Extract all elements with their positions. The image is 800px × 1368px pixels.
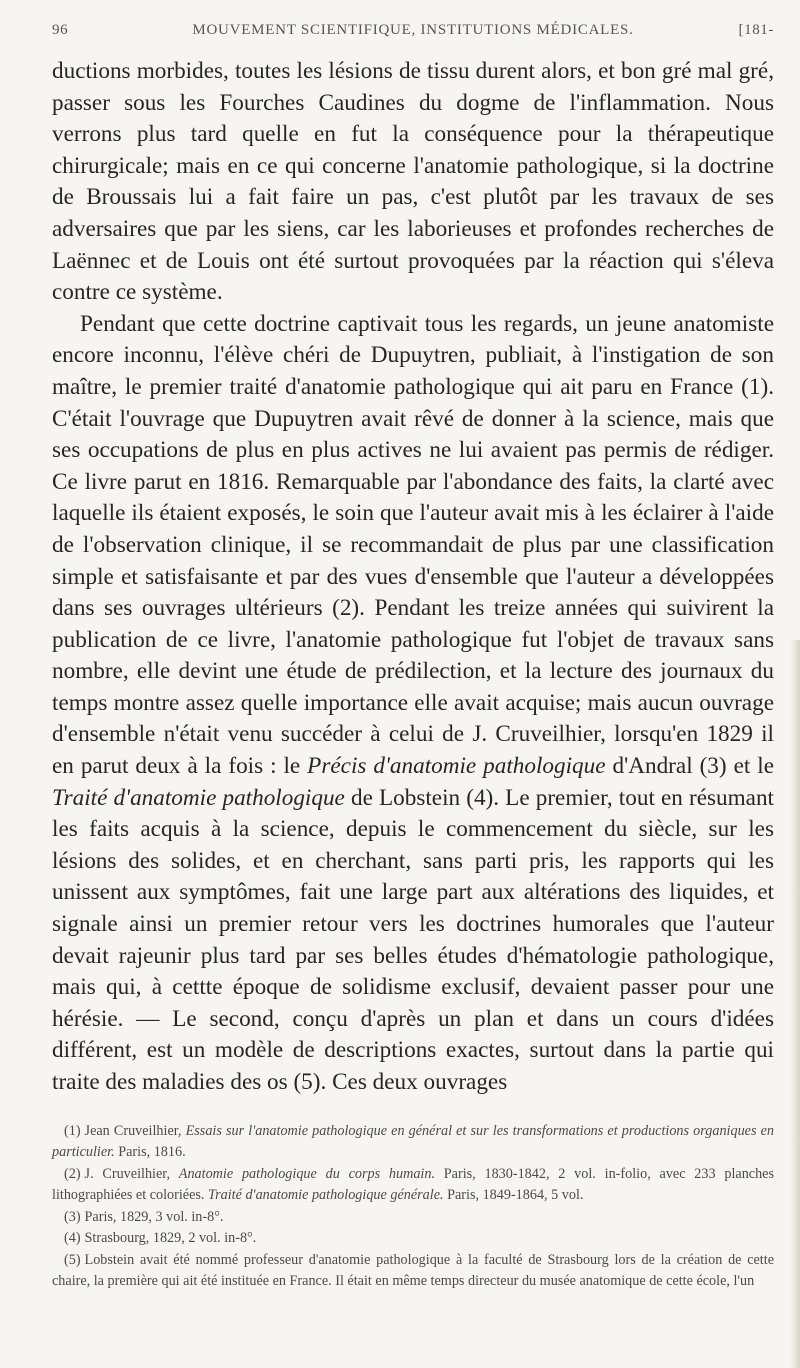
footnote xyxy=(52,1121,774,1164)
page-edge-shadow xyxy=(790,640,800,1368)
italic-title: Traité d'anatomie pathologique xyxy=(52,784,345,811)
text-run: Paris, 1816. xyxy=(114,1144,186,1161)
running-title: MOUVEMENT SCIENTIFIQUE, INSTITUTIONS MÉDICALES. xyxy=(192,22,634,38)
italic-title: Essais sur l'anatomie pathologique en général et sur les transformations et productions organiques en particulier. xyxy=(52,1122,775,1161)
text-run: Paris, 1830-1842, 2 vol. in-folio, avec 233 planches lithographiées et coloriées. xyxy=(52,1165,774,1204)
running-year: [181- xyxy=(738,22,774,38)
footnote xyxy=(52,1228,774,1250)
italic-title: Traité d'anatomie pathologique générale. xyxy=(208,1187,444,1204)
text-run: Lobstein avait été nommé professeur d'anatomie pathologique à la faculté de Strasbourg lors de la création de cette chaire, la première qui ait été instituée en France. Il était en même temps directeur du musée anatomique de cette école, l'un xyxy=(52,1251,774,1290)
text-run: Pendant que cette doctrine captivait tous les regards, un jeune anatomiste encore inconnu, l'élève chéri de Dupuytren, publiait, à l'instigation de son maître, le premier traité d'anatomie pathologique qui ait paru en France (1). C'était l'ouvrage que Dupuytren avait rêvé de donner à la science, mais que ses occupations de plus en plus actives ne lui avaient pas permis de rédiger. Ce livre parut en 1816. Remarquable par l'abondance des faits, la clarté avec laquelle ils étaient exposés, le soin que l'auteur avait mis à les éclairer à l'aide de l'observation clinique, il se recommandait de plus par une classification simple et satisfaisante et par des vues d'ensemble que l'auteur a développées dans ses ouvrages ultérieurs (2). Pendant les treize années qui suivirent la publication de ce livre, l'anatomie pathologique fut l'objet de travaux sans nombre, elle devint une étude de prédilection, et la lecture des journaux du temps montre assez quelle importance elle avait acquise; mais aucun ouvrage d'ensemble n'était venu succéder à celui de J. Cruveilhier, lorsqu'en 1829 il en parut deux à la fois : le xyxy=(52,310,774,780)
footnote-number: (2) xyxy=(64,1165,81,1182)
text-run: Jean Cruveilhier, xyxy=(84,1122,186,1139)
text-run: Strasbourg, 1829, 2 vol. in-8°. xyxy=(84,1230,257,1247)
text-run: J. Cruveilhier, xyxy=(84,1165,179,1182)
running-head xyxy=(52,22,774,56)
footnote xyxy=(52,1164,774,1207)
italic-title: Anatomie pathologique du corps humain. xyxy=(178,1165,435,1182)
footnote-number: (5) xyxy=(64,1251,81,1268)
page-number: 96 xyxy=(52,22,69,38)
footnotes xyxy=(52,1121,774,1293)
paragraph xyxy=(52,309,774,1099)
footnote-number: (4) xyxy=(64,1230,81,1247)
footnote-number: (3) xyxy=(64,1208,81,1225)
text-run: Paris, 1829, 3 vol. in-8°. xyxy=(84,1208,224,1225)
body-text xyxy=(52,56,774,1099)
text-run: de Lobstein (4). Le premier, tout en résumant les faits acquis à la science, depuis le commencement du siècle, sur les lésions des solides, et en cherchant, sans parti pris, les rapports qui les unissent aux symptômes, fait une large part aux altérations des liquides, et signale ainsi un premier retour vers les doctrines humorales que l'auteur devait rajeunir plus tard par ses belles études d'hématologie pathologique, mais qui, à cettte époque de solidisme exclusif, devaient passer pour une hérésie. — Le second, conçu d'après un plan et dans un cours d'idées différent, est un modèle de descriptions exactes, surtout dans la partie qui traite des maladies des os (5). Ces deux ouvrages xyxy=(52,784,774,1095)
italic-title: Précis d'anatomie pathologique xyxy=(307,753,606,780)
text-run: Paris, 1849-1864, 5 vol. xyxy=(443,1187,584,1204)
footnote-number: (1) xyxy=(64,1122,81,1139)
footnote xyxy=(52,1250,774,1293)
text-run: d'Andral (3) et le xyxy=(605,753,774,780)
text-run: ductions morbides, toutes les lésions de tissu durent alors, et bon gré mal gré, passer sous les Fourches Caudines du dogme de l'inflammation. Nous verrons plus tard quelle en fut la conséquence pour la thérapeutique chirurgicale; mais en ce qui concerne l'anatomie pathologique, si la doctrine de Broussais lui a fait faire un pas, c'est plutôt par les travaux de ses adversaires que par les siens, car les laborieuses et profondes recherches de Laënnec et de Louis ont été surtout provoquées par la réaction qui s'éleva contre ce système. xyxy=(52,58,774,306)
footnote xyxy=(52,1207,774,1229)
paragraph xyxy=(52,56,774,309)
